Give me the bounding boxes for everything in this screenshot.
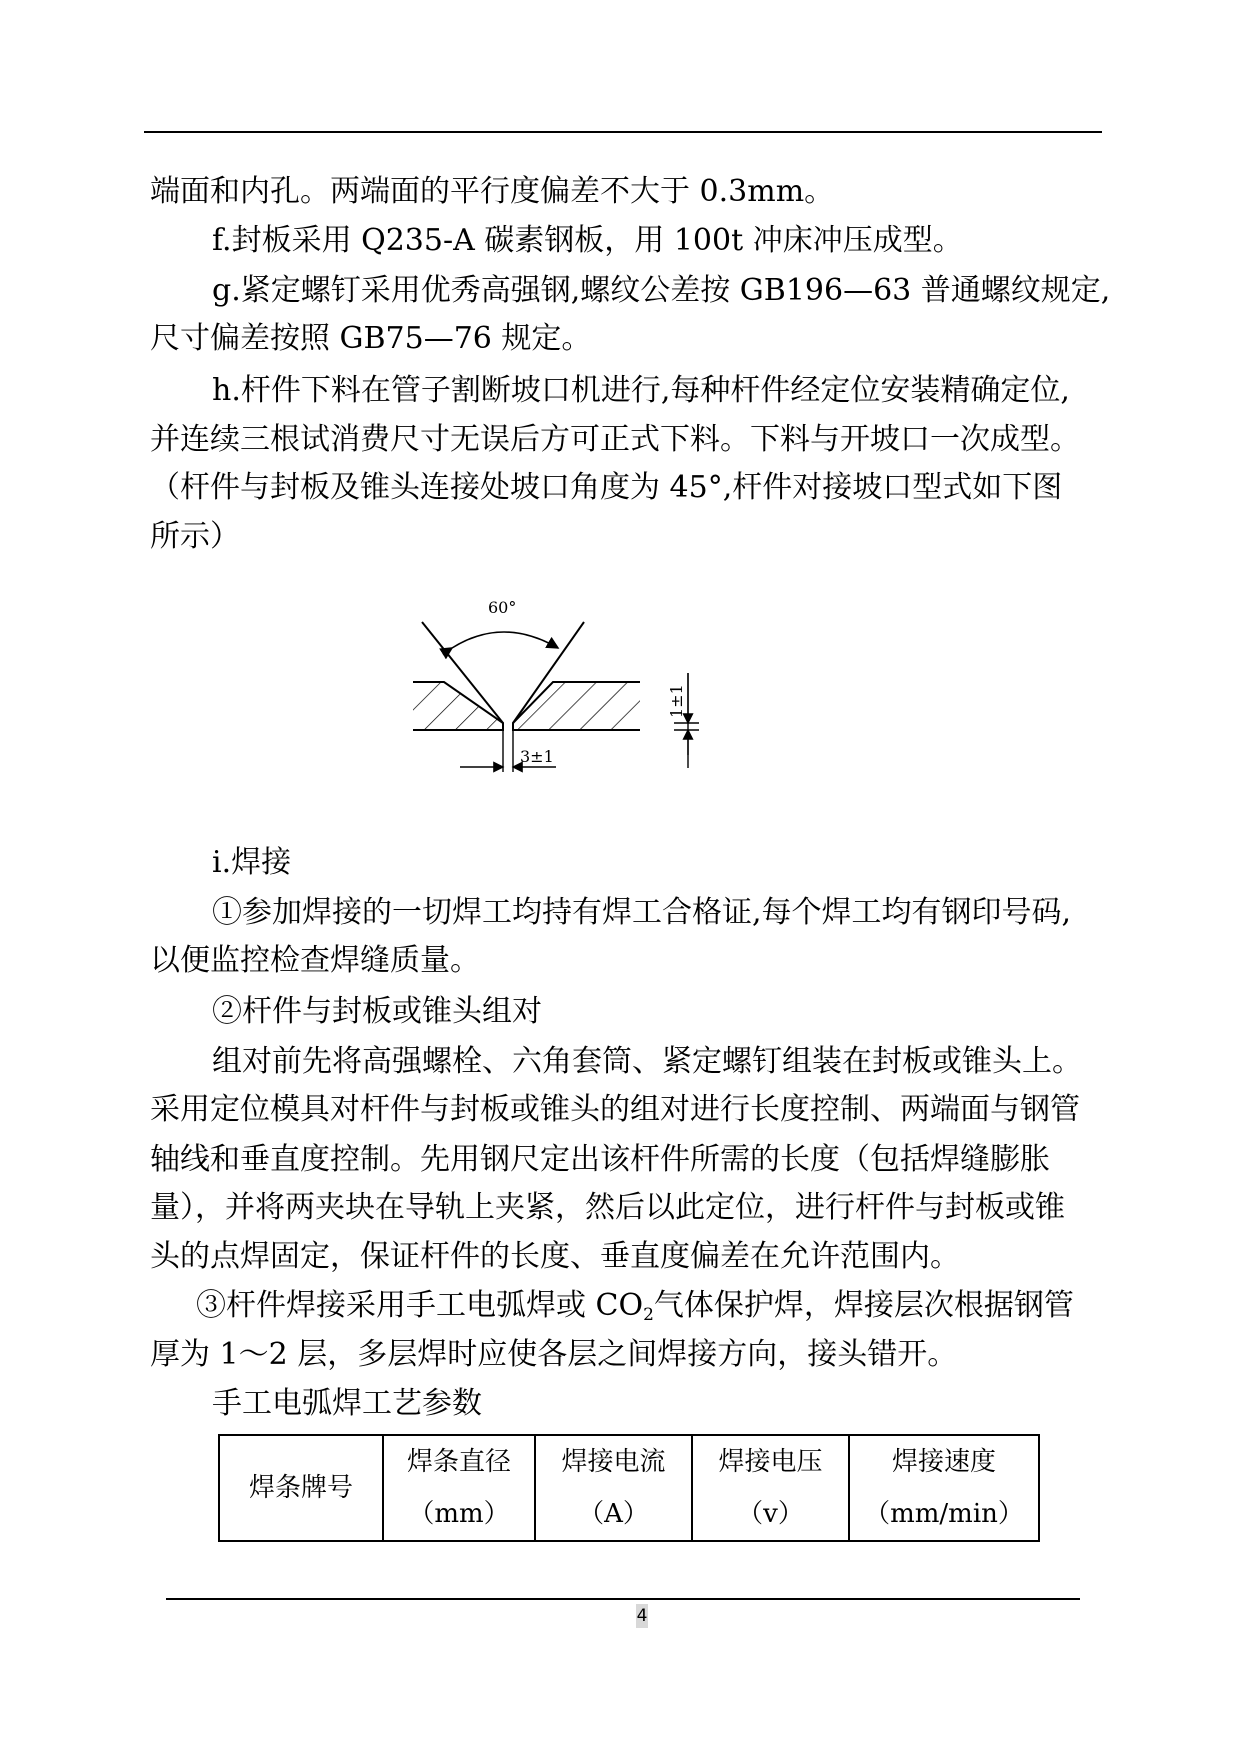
bevel-joint-diagram — [408, 590, 768, 805]
item-2-line4: 量），并将两夹块在导轨上夹紧，然后以此定位，进行杆件与封板或锥 — [150, 1190, 1065, 1225]
section-i-heading: i.焊接 — [212, 845, 292, 880]
paragraph-h-line2: 并连续三根试消费尺寸无误后方可正式下料。下料与开坡口一次成型。 — [150, 422, 1080, 457]
paragraph-g-line2: 尺寸偏差按照 GB75—76 规定。 — [150, 321, 592, 356]
paragraph-h-line4: 所示） — [150, 519, 240, 554]
item-3-line1 — [196, 1281, 1146, 1331]
header-cell-voltage: 焊接电压 （v） — [692, 1435, 849, 1541]
item-3-text-a: ③杆件焊接采用手工电弧焊或 CO — [196, 1288, 644, 1323]
header-cell-rod-grade: 焊条牌号 — [219, 1435, 383, 1541]
angle-arc — [452, 632, 558, 648]
header-cell-current: 焊接电流 （A） — [535, 1435, 692, 1541]
header-cell-diameter: 焊条直径 （mm） — [383, 1435, 535, 1541]
co2-subscript: 2 — [643, 1305, 654, 1325]
header-cell-speed: 焊接速度 （mm/min） — [849, 1435, 1039, 1541]
item-1-line1: ①参加焊接的一切焊工均持有焊工合格证,每个焊工均有钢印号码, — [212, 895, 1072, 930]
page-number: 4 — [636, 1606, 648, 1626]
item-2-line5: 头的点焊固定，保证杆件的长度、垂直度偏差在允许范围内。 — [150, 1239, 960, 1274]
item-2-line1: 组对前先将高强螺栓、六角套筒、紧定螺钉组装在封板或锥头上。 — [212, 1044, 1082, 1079]
angle-label: 60° — [488, 598, 517, 617]
paragraph-h-line3: （杆件与封板及锥头连接处坡口角度为 45°,杆件对接坡口型式如下图 — [150, 470, 1063, 505]
welding-params-table — [218, 1434, 1040, 1542]
item-2-heading: ②杆件与封板或锥头组对 — [212, 994, 542, 1029]
root-label: 1±1 — [667, 684, 686, 718]
paragraph-continuation: 端面和内孔。两端面的平行度偏差不大于 0.3mm。 — [150, 174, 835, 209]
table-header-row — [219, 1435, 1039, 1541]
item-1-line2: 以便监控检查焊缝质量。 — [150, 943, 480, 978]
item-3-line2: 厚为 1～2 层，多层焊时应使各层之间焊接方向，接头错开。 — [150, 1337, 958, 1372]
table-caption: 手工电弧焊工艺参数 — [212, 1386, 482, 1421]
item-3-text-b: 气体保护焊，焊接层次根据钢管 — [653, 1288, 1074, 1323]
header-rule — [144, 131, 1102, 133]
paragraph-h-line1: h.杆件下料在管子割断坡口机进行,每种杆件经定位安装精确定位, — [212, 373, 1070, 408]
paragraph-g-line1: g.紧定螺钉采用优秀高强钢,螺纹公差按 GB196—63 普通螺纹规定, — [212, 273, 1111, 308]
paragraph-f: f.封板采用 Q235-A 碳素钢板，用 100t 冲床冲压成型。 — [212, 223, 963, 258]
item-2-line2: 采用定位模具对杆件与封板或锥头的组对进行长度控制、两端面与钢管 — [150, 1092, 1080, 1127]
item-2-line3: 轴线和垂直度控制。先用钢尺定出该杆件所需的长度（包括焊缝膨胀 — [150, 1142, 1050, 1177]
footer-rule — [166, 1598, 1080, 1600]
gap-label: 3±1 — [520, 747, 554, 766]
